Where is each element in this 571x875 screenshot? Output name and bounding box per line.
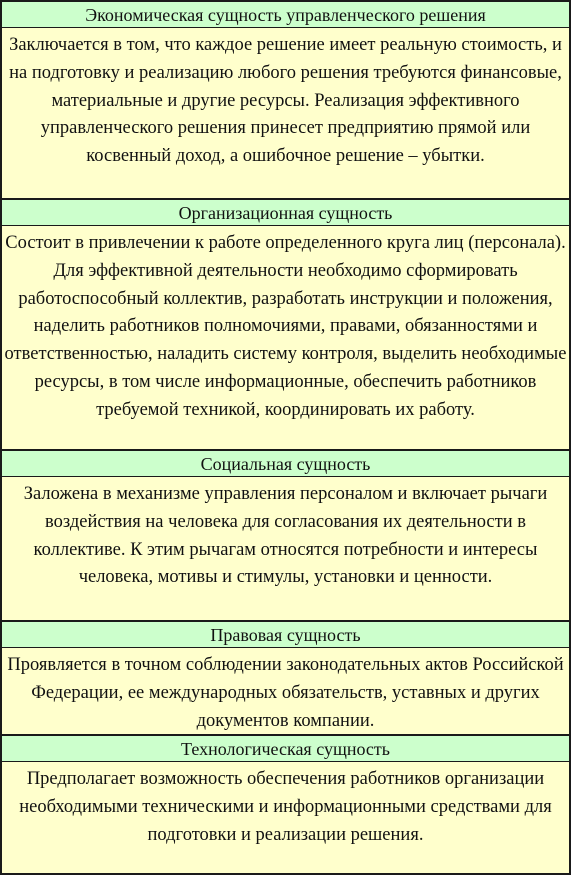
section-header-legal: Правовая сущность [2, 622, 569, 648]
section-header-economic: Экономическая сущность управленческого решения [2, 2, 569, 28]
section-text-social: Заложена в механизме управления персоналом и включает рычаги воздействия на человека для согласования их деятельности в коллективе. К этим рычагам относятся потребности и интересы человека, мотивы и стимулы, установки и ценности. [2, 477, 569, 622]
section-header-organizational: Организационная сущность [2, 200, 569, 226]
section-header-technological: Технологическая сущность [2, 736, 569, 762]
section-header-social: Социальная сущность [2, 451, 569, 477]
section-text-organizational: Состоит в привлечении к работе определенного круга лиц (персонала). Для эффективной деятельности необходимо сформировать работоспособный коллектив, разработать инструкции и положения, наделить работников полномочиями, правами, обязанностями и ответственностью, наладить систему контроля, выделить необходимые ресурсы, в том числе информационные, обеспечить работников требуемой техникой, координировать их работу. [2, 226, 569, 451]
section-text-economic: Заключается в том, что каждое решение имеет реальную стоимость, и на подготовку и реализацию любого решения требуются финансовые, материальные и другие ресурсы. Реализация эффективного управленческого решения принесет предприятию прямой или косвенный доход, а ошибочное решение – убытки. [2, 28, 569, 200]
section-text-technological: Предполагает возможность обеспечения работников организации необходимыми техническими и информационными средствами для подготовки и реализации решения. [2, 762, 569, 873]
section-text-legal: Проявляется в точном соблюдении законодательных актов Российской Федерации, ее международных обязательств, уставных и других документов компании. [2, 648, 569, 736]
